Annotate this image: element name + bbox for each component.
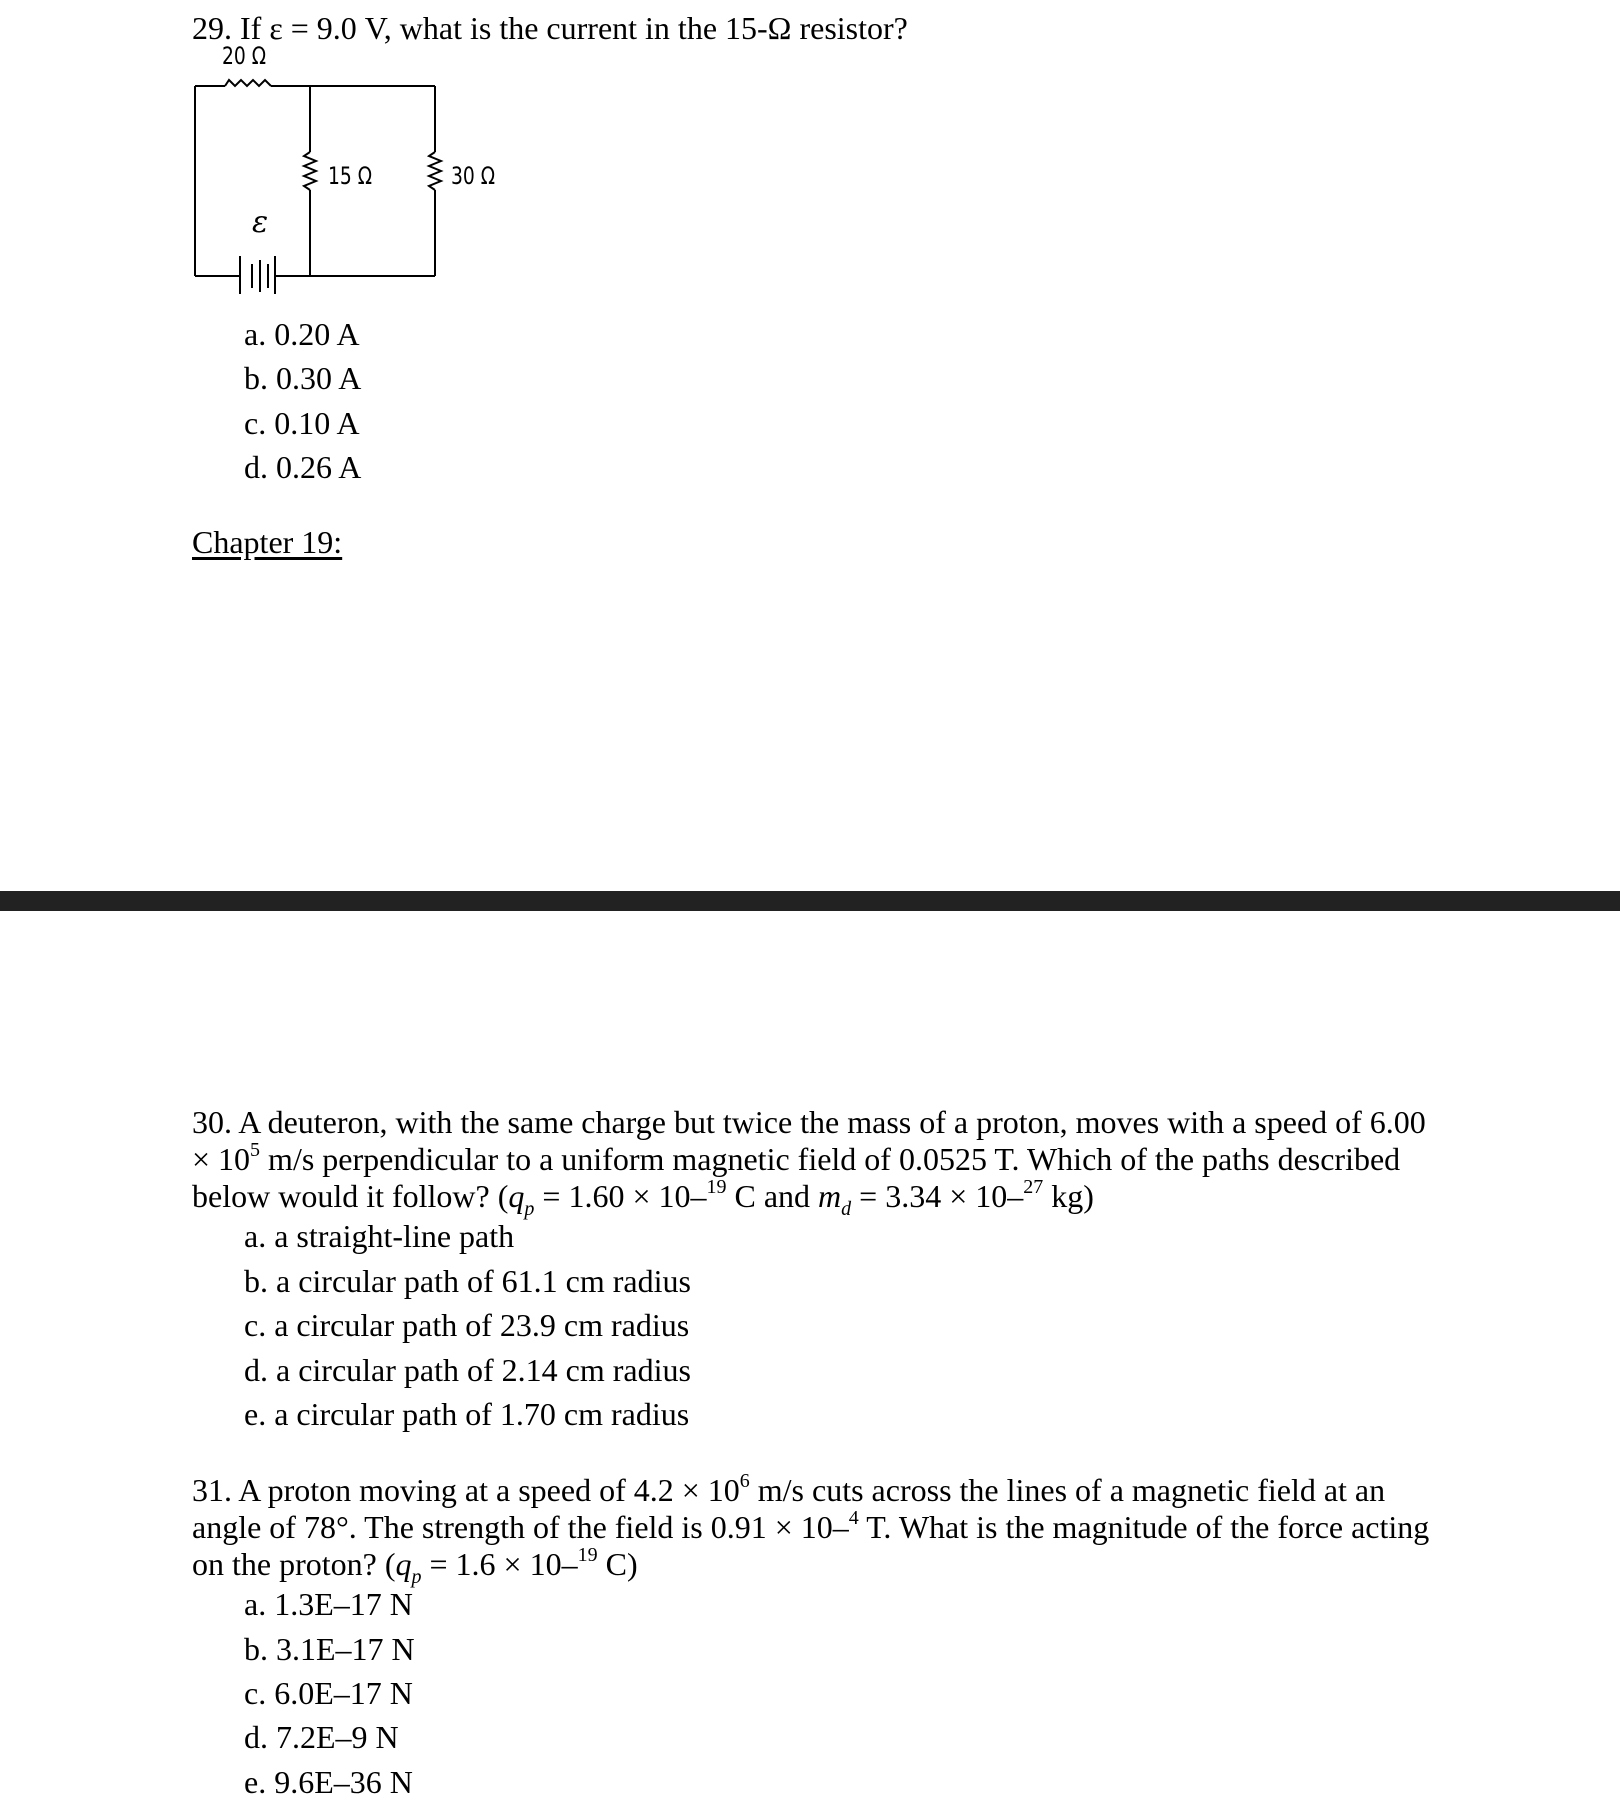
q30-line3-d: = 3.34 × 10– (851, 1178, 1024, 1214)
q30-line2-post: m/s perpendicular to a uniform magnetic field of 0.0525 T. Which of the paths described (260, 1141, 1401, 1177)
q30-option-c: c. a circular path of 23.9 cm radius (244, 1307, 690, 1343)
q31-stem-line2 (192, 1509, 1429, 1546)
q30-option-a: a. a straight-line path (244, 1218, 515, 1254)
q30-line3-a: below would it follow? ( (192, 1178, 509, 1214)
q31-option-c: c. 6.0E–17 N (244, 1675, 413, 1711)
q31-option-b: b. 3.1E–17 N (244, 1631, 415, 1667)
q31-option-e: e. 9.6E–36 N (244, 1764, 413, 1800)
q31-line2-post: T. What is the magnitude of the force acting (858, 1509, 1430, 1545)
battery-symbol (240, 256, 275, 294)
q30-stem-line2 (192, 1141, 1400, 1178)
q31-option-d: d. 7.2E–9 N (244, 1719, 399, 1755)
q30-stem-line3 (192, 1176, 1094, 1220)
q29-option-c: c. 0.10 A (244, 405, 360, 441)
q30-line3-m: m (818, 1178, 842, 1214)
q31-stem-line1 (192, 1472, 1385, 1509)
q31-line3-b: = 1.6 × 10– (421, 1546, 578, 1582)
q30-line3-c: C and (726, 1178, 819, 1214)
q31-line1-post: m/s cuts across the lines of a magnetic field at an (749, 1472, 1386, 1508)
q30-option-d: d. a circular path of 2.14 cm radius (244, 1352, 691, 1388)
q31-option-a: a. 1.3E–17 N (244, 1586, 413, 1622)
q31-line3-qsub: p (411, 1566, 422, 1588)
q31-line1-pre: 31. A proton moving at a speed of 4.2 × 10 (192, 1472, 740, 1508)
q31-line3-a: on the proton? ( (192, 1546, 396, 1582)
resistor-15-ohm (304, 152, 316, 190)
q30-line2-exp: 5 (250, 1139, 261, 1161)
resistor-30-ohm (429, 152, 441, 190)
page-divider (0, 891, 1620, 911)
chapter-heading: Chapter 19: (192, 524, 343, 560)
q30-line2-pre: × 10 (192, 1141, 251, 1177)
q31-line2-pre: angle of 78°. The strength of the field is 0.91 × 10– (192, 1509, 849, 1545)
q30-line3-e: kg) (1043, 1178, 1094, 1214)
q29-option-d: d. 0.26 A (244, 449, 362, 485)
q31-stem-line3 (192, 1544, 638, 1588)
q30-option-e: e. a circular path of 1.70 cm radius (244, 1396, 690, 1432)
q29-option-b: b. 0.30 A (244, 360, 362, 396)
q30-option-b: b. a circular path of 61.1 cm radius (244, 1263, 691, 1299)
q30-line3-q: q (508, 1178, 525, 1214)
q29-stem: 29. If ε = 9.0 V, what is the current in the 15-Ω resistor? (192, 10, 908, 46)
q31-line3-c: C) (597, 1546, 638, 1582)
label-20-ohm: 20 Ω (222, 42, 267, 70)
q31-line3-exp: 19 (577, 1544, 598, 1566)
q31-line3-q: q (395, 1546, 412, 1582)
q30-line3-b: = 1.60 × 10– (534, 1178, 707, 1214)
q31-line2-exp: 4 (848, 1507, 859, 1529)
resistor-20-ohm (225, 80, 271, 86)
label-30-ohm: 30 Ω (451, 162, 496, 190)
q30-line3-exp1: 19 (706, 1176, 727, 1198)
q30-stem-line1: 30. A deuteron, with the same charge but twice the mass of a proton, moves with a speed of 6.00 (192, 1104, 1426, 1140)
q30-line3-qsub: p (524, 1198, 535, 1220)
label-15-ohm: 15 Ω (328, 162, 373, 190)
q30-line3-exp2: 27 (1023, 1176, 1044, 1198)
label-emf: ε (252, 205, 269, 240)
q30-line3-msub: d (841, 1198, 852, 1220)
q29-option-a: a. 0.20 A (244, 316, 360, 352)
q31-line1-exp: 6 (739, 1470, 750, 1492)
